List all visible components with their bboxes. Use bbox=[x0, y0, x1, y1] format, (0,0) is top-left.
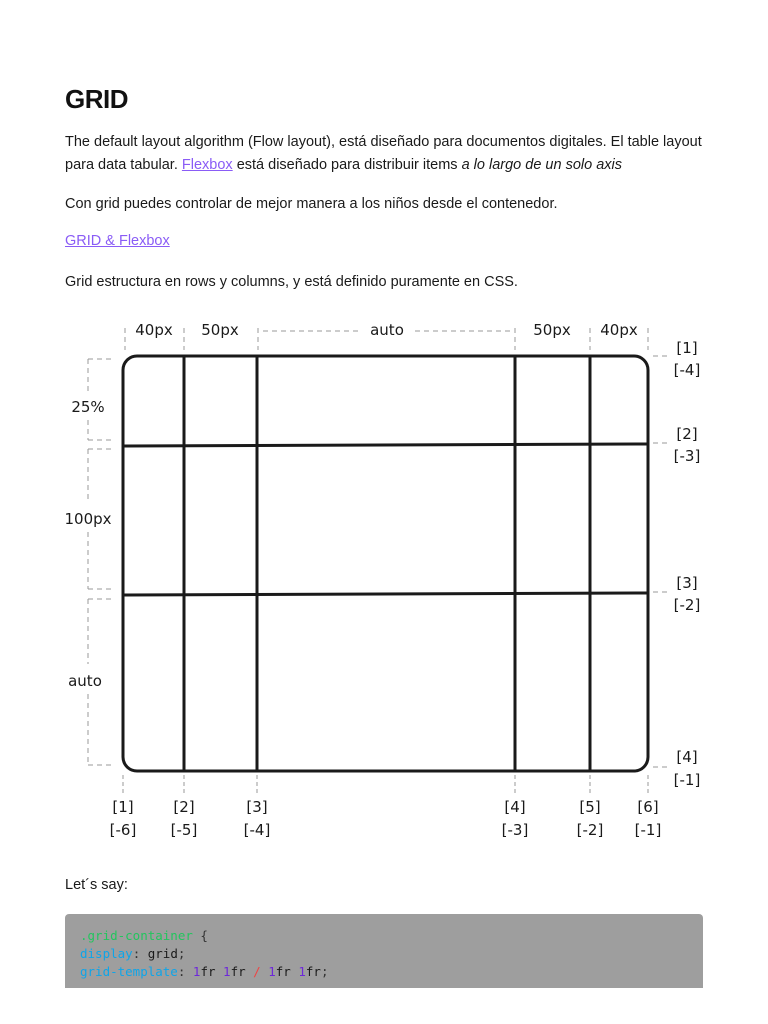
grid-structure-paragraph: Grid estructura en rows y columns, y está definido puramente en CSS. bbox=[65, 274, 518, 290]
lets-say-text: Let´s say: bbox=[65, 877, 128, 893]
grid-outline bbox=[123, 356, 648, 771]
code-unit: fr bbox=[200, 964, 216, 979]
column-line-3-neg: [-4] bbox=[243, 821, 271, 839]
row-line-2-pos: [2] bbox=[676, 425, 698, 443]
column-line-4-pos: [4] bbox=[504, 798, 526, 816]
column-size-2: 50px bbox=[201, 321, 239, 339]
code-unit: fr bbox=[275, 964, 291, 979]
column-line-5-neg: [-2] bbox=[576, 821, 604, 839]
column-size-1: 40px bbox=[135, 321, 173, 339]
column-line-3-pos: [3] bbox=[246, 798, 268, 816]
column-line-4-neg: [-3] bbox=[501, 821, 529, 839]
row-line-1-neg: [-4] bbox=[673, 361, 701, 379]
code-num: 1 bbox=[268, 964, 276, 979]
code-brace: { bbox=[192, 928, 208, 943]
code-prop-grid-template: grid-template bbox=[80, 964, 178, 979]
flexbox-link[interactable]: Flexbox bbox=[181, 157, 233, 173]
row-size-3: auto bbox=[68, 672, 102, 690]
row-size-1: 25% bbox=[71, 398, 105, 416]
row-line-3-pos: [3] bbox=[676, 574, 698, 592]
code-val-grid: grid bbox=[147, 946, 178, 961]
column-line-5-pos: [5] bbox=[579, 798, 601, 816]
page-title: GRID bbox=[65, 84, 128, 114]
code-num: 1 bbox=[298, 964, 306, 979]
code-prop-display: display bbox=[80, 946, 133, 961]
code-num: 1 bbox=[192, 964, 201, 979]
row-line-4-neg: [-1] bbox=[673, 771, 701, 789]
row-size-2: 100px bbox=[64, 510, 112, 528]
grid-row-lines bbox=[123, 444, 648, 595]
code-num: 1 bbox=[223, 964, 231, 979]
column-size-4: 50px bbox=[533, 321, 571, 339]
column-size-5: 40px bbox=[600, 321, 638, 339]
column-line-1-neg: [-6] bbox=[109, 821, 137, 839]
intro-paragraph bbox=[65, 131, 715, 177]
code-line-2: display: grid; bbox=[80, 946, 186, 961]
column-line-6-neg: [-1] bbox=[634, 821, 662, 839]
row-line-4-pos: [4] bbox=[676, 748, 698, 766]
intro-italic-text: a lo largo de un solo axis bbox=[461, 157, 622, 173]
grid-control-paragraph: Con grid puedes controlar de mejor manera a los niños desde el contenedor. bbox=[65, 196, 558, 212]
column-line-2-neg: [-5] bbox=[170, 821, 198, 839]
grid-flexbox-link[interactable]: GRID & Flexbox bbox=[65, 233, 170, 249]
column-line-1-pos: [1] bbox=[112, 798, 134, 816]
column-size-3: auto bbox=[370, 321, 404, 339]
code-block bbox=[65, 914, 703, 988]
column-line-6-pos: [6] bbox=[637, 798, 659, 816]
code-selector: .grid-container bbox=[80, 928, 193, 943]
row-line-2-neg: [-3] bbox=[673, 447, 701, 465]
grid-column-lines bbox=[184, 356, 590, 771]
code-unit: fr bbox=[305, 964, 321, 979]
intro-text-2: está diseñado para distribuir items bbox=[232, 157, 462, 173]
row-line-guides bbox=[653, 356, 667, 767]
row-line-3-neg: [-2] bbox=[673, 596, 701, 614]
row-guides bbox=[88, 359, 115, 765]
code-unit: fr bbox=[230, 964, 246, 979]
row-line-1-pos: [1] bbox=[676, 339, 698, 357]
code-slash: / bbox=[253, 964, 261, 979]
code-line-1 bbox=[80, 927, 688, 945]
column-line-guides bbox=[123, 775, 648, 794]
column-line-2-pos: [2] bbox=[173, 798, 195, 816]
intro-text-1: The default layout algorithm (Flow layout), está diseñado para documentos digitales. El table layout para data tabular. bbox=[65, 134, 702, 173]
code-line-3: grid-template: 1fr 1fr / 1fr 1fr; bbox=[80, 964, 329, 979]
grid-lines-diagram bbox=[55, 312, 715, 842]
